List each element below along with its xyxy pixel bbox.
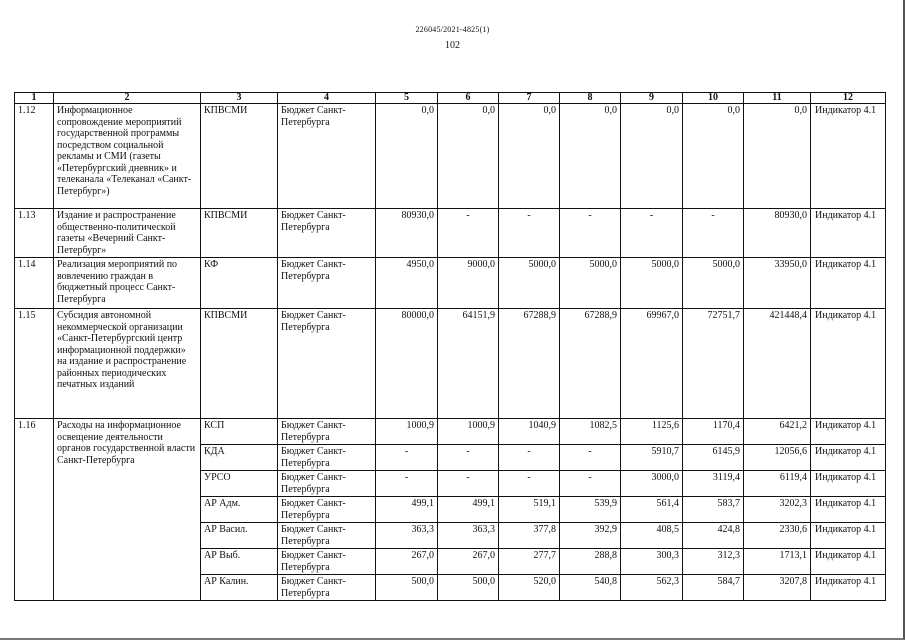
value-cell: - <box>438 471 499 497</box>
value-cell: 5000,0 <box>499 258 560 309</box>
row-number: 1.13 <box>15 209 54 258</box>
column-header: 4 <box>278 93 376 104</box>
funding-source: Бюджет Санкт-Петербурга <box>278 258 376 309</box>
funding-source: Бюджет Санкт-Петербурга <box>278 523 376 549</box>
value-cell: 1082,5 <box>560 419 621 445</box>
value-cell: 583,7 <box>683 497 744 523</box>
value-cell: 5910,7 <box>621 445 683 471</box>
document-number: 226045/2021-4825(1) <box>415 25 490 34</box>
funding-source: Бюджет Санкт-Петербурга <box>278 497 376 523</box>
value-cell: 5000,0 <box>560 258 621 309</box>
value-cell: 0,0 <box>499 104 560 209</box>
value-cell: 312,3 <box>683 549 744 575</box>
total-cell: 421448,4 <box>744 309 811 419</box>
table-row <box>15 258 886 309</box>
executor: АР Адм. <box>201 497 278 523</box>
value-cell: 520,0 <box>499 575 560 601</box>
executor: КПВСМИ <box>201 104 278 209</box>
total-cell: 2330,6 <box>744 523 811 549</box>
value-cell: 562,3 <box>621 575 683 601</box>
value-cell: 5000,0 <box>621 258 683 309</box>
executor: КСП <box>201 419 278 445</box>
executor: КДА <box>201 445 278 471</box>
value-cell: 4950,0 <box>376 258 438 309</box>
column-header: 1 <box>15 93 54 104</box>
measure-name: Субсидия автономной некоммерческой организации «Санкт-Петербургский центр информационной поддержки» на издание и распространение районных периодических печатных изданий <box>54 309 201 419</box>
measure-name: Издание и распространение общественно-политической газеты «Вечерний Санкт-Петербург» <box>54 209 201 258</box>
value-cell: 424,8 <box>683 523 744 549</box>
indicator-cell: Индикатор 4.1 <box>811 523 886 549</box>
table-row <box>15 419 886 445</box>
column-header: 8 <box>560 93 621 104</box>
total-cell: 1713,1 <box>744 549 811 575</box>
funding-source: Бюджет Санкт-Петербурга <box>278 575 376 601</box>
table-row <box>15 209 886 258</box>
value-cell: 377,8 <box>499 523 560 549</box>
value-cell: 67288,9 <box>560 309 621 419</box>
value-cell: - <box>560 209 621 258</box>
executor: КФ <box>201 258 278 309</box>
value-cell: 408,5 <box>621 523 683 549</box>
value-cell: 500,0 <box>376 575 438 601</box>
value-cell: - <box>438 209 499 258</box>
value-cell: 0,0 <box>683 104 744 209</box>
budget-table <box>14 92 886 601</box>
executor: КПВСМИ <box>201 209 278 258</box>
value-cell: 3000,0 <box>621 471 683 497</box>
total-cell: 3202,3 <box>744 497 811 523</box>
executor: АР Васил. <box>201 523 278 549</box>
value-cell: 0,0 <box>376 104 438 209</box>
value-cell: 1000,9 <box>438 419 499 445</box>
table-row <box>15 309 886 419</box>
executor: АР Выб. <box>201 549 278 575</box>
row-number: 1.12 <box>15 104 54 209</box>
total-cell: 0,0 <box>744 104 811 209</box>
column-header: 3 <box>201 93 278 104</box>
indicator-cell: Индикатор 4.1 <box>811 258 886 309</box>
funding-source: Бюджет Санкт-Петербурга <box>278 549 376 575</box>
column-header: 2 <box>54 93 201 104</box>
table-row <box>15 104 886 209</box>
value-cell: - <box>560 471 621 497</box>
value-cell: 6145,9 <box>683 445 744 471</box>
value-cell: - <box>499 209 560 258</box>
value-cell: 1170,4 <box>683 419 744 445</box>
column-header: 9 <box>621 93 683 104</box>
funding-source: Бюджет Санкт-Петербурга <box>278 419 376 445</box>
value-cell: 392,9 <box>560 523 621 549</box>
value-cell: 1040,9 <box>499 419 560 445</box>
value-cell: 9000,0 <box>438 258 499 309</box>
value-cell: 561,4 <box>621 497 683 523</box>
value-cell: 0,0 <box>621 104 683 209</box>
value-cell: 288,8 <box>560 549 621 575</box>
value-cell: - <box>560 445 621 471</box>
value-cell: 267,0 <box>376 549 438 575</box>
value-cell: 67288,9 <box>499 309 560 419</box>
total-cell: 3207,8 <box>744 575 811 601</box>
value-cell: 80000,0 <box>376 309 438 419</box>
value-cell: 3119,4 <box>683 471 744 497</box>
indicator-cell: Индикатор 4.1 <box>811 497 886 523</box>
total-cell: 80930,0 <box>744 209 811 258</box>
value-cell: - <box>438 445 499 471</box>
measure-name: Расходы на информационное освещение деятельности органов государственной власти Санкт-Петербурга <box>54 419 201 601</box>
funding-source: Бюджет Санкт-Петербурга <box>278 309 376 419</box>
value-cell: - <box>621 209 683 258</box>
row-number: 1.15 <box>15 309 54 419</box>
value-cell: 499,1 <box>438 497 499 523</box>
table-header-row <box>15 93 886 104</box>
total-cell: 12056,6 <box>744 445 811 471</box>
column-header: 12 <box>811 93 886 104</box>
value-cell: - <box>376 445 438 471</box>
indicator-cell: Индикатор 4.1 <box>811 575 886 601</box>
funding-source: Бюджет Санкт-Петербурга <box>278 471 376 497</box>
indicator-cell: Индикатор 4.1 <box>811 471 886 497</box>
row-number: 1.16 <box>15 419 54 601</box>
column-header: 6 <box>438 93 499 104</box>
value-cell: - <box>499 471 560 497</box>
total-cell: 6119,4 <box>744 471 811 497</box>
column-header: 7 <box>499 93 560 104</box>
funding-source: Бюджет Санкт-Петербурга <box>278 104 376 209</box>
measure-name: Информационное сопровождение мероприятий государственной программы посредством социальной рекламы и СМИ (газеты «Петербургский дневник» и телеканала «Телеканал «Санкт-Петербург») <box>54 104 201 209</box>
value-cell: 1000,9 <box>376 419 438 445</box>
column-header: 11 <box>744 93 811 104</box>
value-cell: 1125,6 <box>621 419 683 445</box>
funding-source: Бюджет Санкт-Петербурга <box>278 445 376 471</box>
value-cell: - <box>376 471 438 497</box>
value-cell: 72751,7 <box>683 309 744 419</box>
indicator-cell: Индикатор 4.1 <box>811 209 886 258</box>
indicator-cell: Индикатор 4.1 <box>811 104 886 209</box>
indicator-cell: Индикатор 4.1 <box>811 309 886 419</box>
total-cell: 33950,0 <box>744 258 811 309</box>
value-cell: 0,0 <box>438 104 499 209</box>
value-cell: 0,0 <box>560 104 621 209</box>
value-cell: 539,9 <box>560 497 621 523</box>
value-cell: - <box>683 209 744 258</box>
value-cell: 584,7 <box>683 575 744 601</box>
value-cell: 64151,9 <box>438 309 499 419</box>
value-cell: 69967,0 <box>621 309 683 419</box>
value-cell: 5000,0 <box>683 258 744 309</box>
column-header: 5 <box>376 93 438 104</box>
value-cell: 300,3 <box>621 549 683 575</box>
funding-source: Бюджет Санкт-Петербурга <box>278 209 376 258</box>
value-cell: 267,0 <box>438 549 499 575</box>
value-cell: 277,7 <box>499 549 560 575</box>
value-cell: 540,8 <box>560 575 621 601</box>
value-cell: 519,1 <box>499 497 560 523</box>
indicator-cell: Индикатор 4.1 <box>811 549 886 575</box>
executor: УРСО <box>201 471 278 497</box>
total-cell: 6421,2 <box>744 419 811 445</box>
indicator-cell: Индикатор 4.1 <box>811 445 886 471</box>
executor: КПВСМИ <box>201 309 278 419</box>
value-cell: 363,3 <box>376 523 438 549</box>
indicator-cell: Индикатор 4.1 <box>811 419 886 445</box>
column-header: 10 <box>683 93 744 104</box>
page-number: 102 <box>445 40 460 51</box>
row-number: 1.14 <box>15 258 54 309</box>
value-cell: 363,3 <box>438 523 499 549</box>
value-cell: 500,0 <box>438 575 499 601</box>
value-cell: - <box>499 445 560 471</box>
value-cell: 499,1 <box>376 497 438 523</box>
value-cell: 80930,0 <box>376 209 438 258</box>
measure-name: Реализация мероприятий по вовлечению граждан в бюджетный процесс Санкт-Петербурга <box>54 258 201 309</box>
executor: АР Калин. <box>201 575 278 601</box>
